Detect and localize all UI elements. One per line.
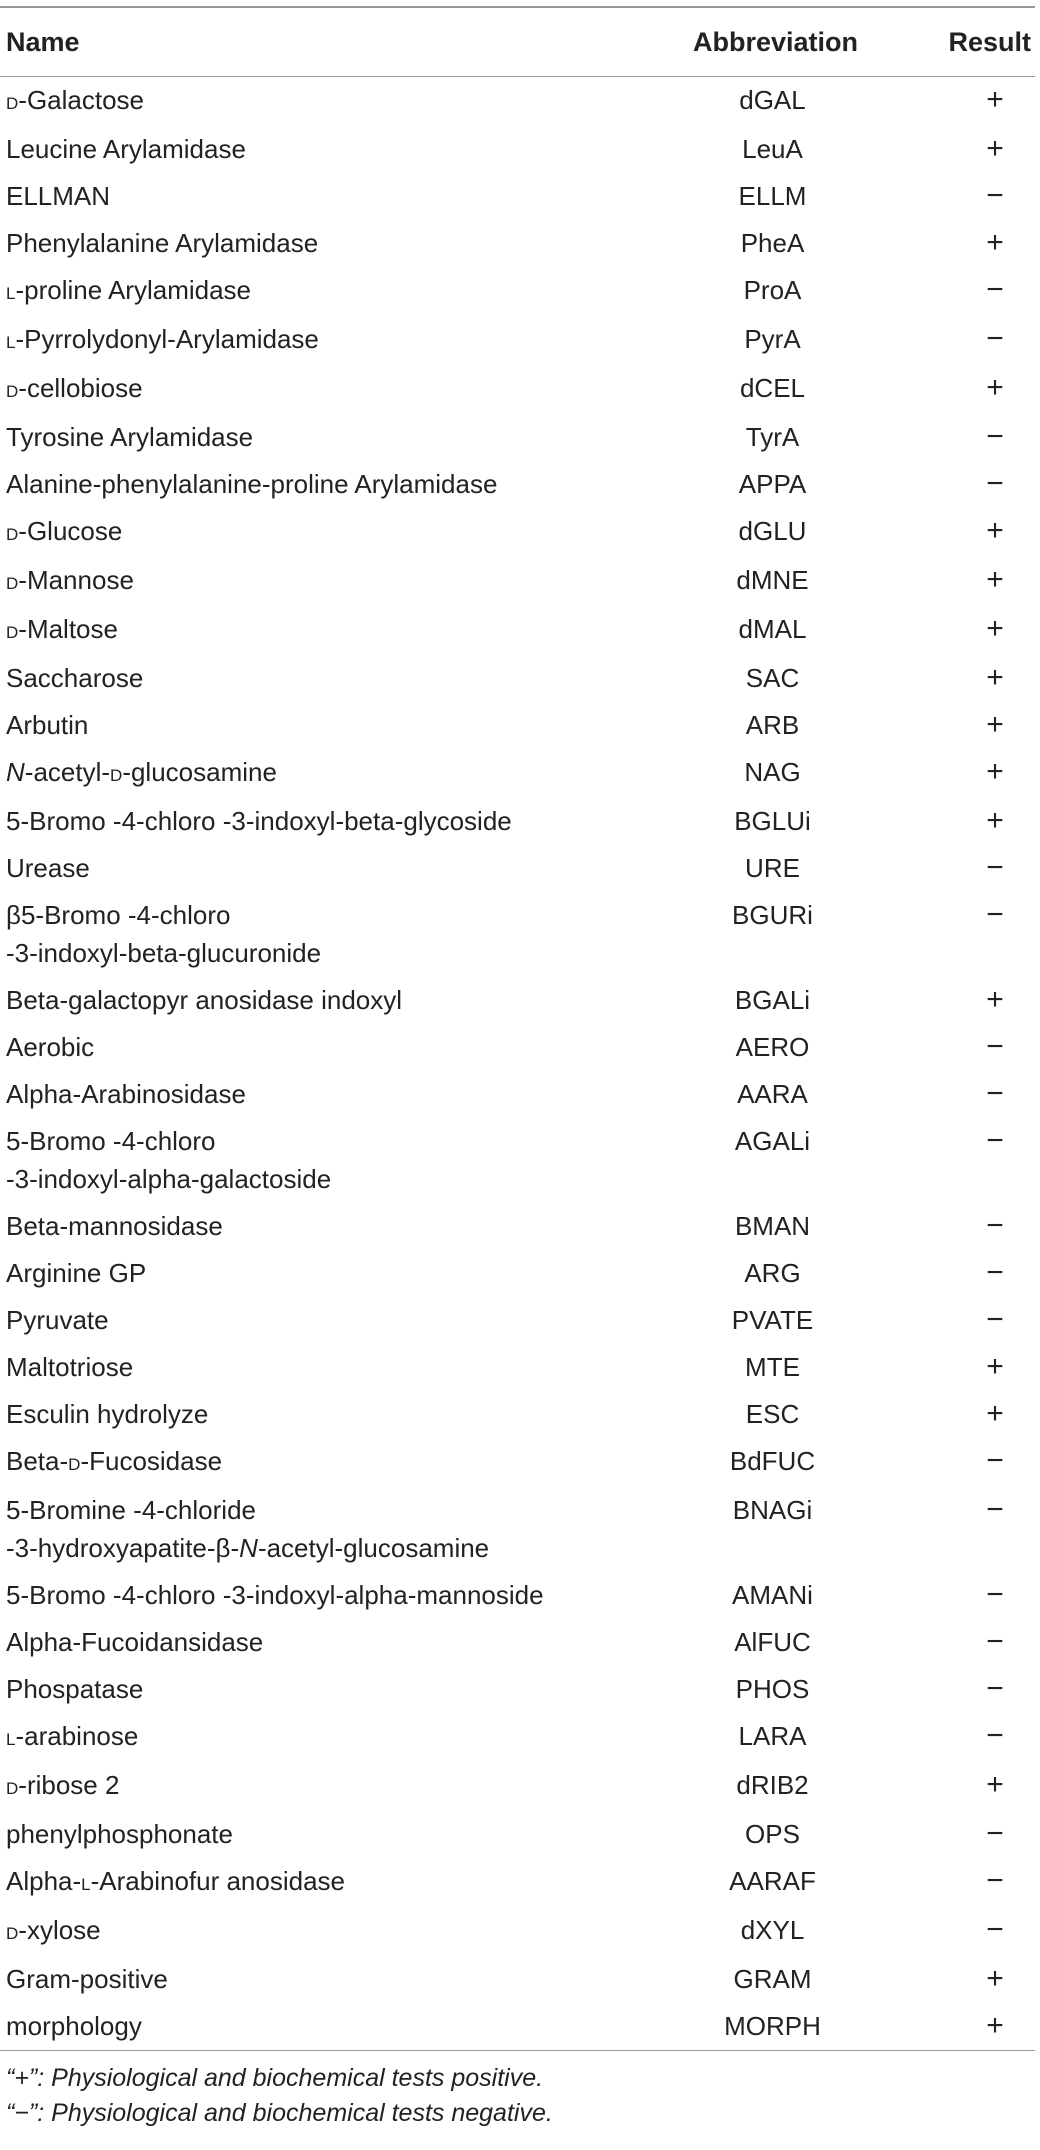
- cell-name: Tyrosine Arylamidase: [6, 422, 254, 452]
- cell-result: +: [986, 371, 1004, 404]
- cell-abbreviation: AERO: [735, 1032, 810, 1062]
- cell-abbreviation: BGURi: [732, 900, 813, 930]
- cell-abbreviation: ARB: [745, 710, 800, 740]
- table-row: [0, 414, 1035, 461]
- cell-result: −: [986, 1077, 1004, 1110]
- cell-name: ELLMAN: [6, 181, 111, 211]
- cell-name: Saccharose: [6, 663, 144, 693]
- table-row: [0, 1071, 1035, 1118]
- cell-result: −: [986, 1256, 1004, 1289]
- cell-result: +: [986, 132, 1004, 165]
- cell-result: −: [986, 1303, 1004, 1336]
- cell-result: +: [986, 708, 1004, 741]
- cell-result: +: [986, 226, 1004, 259]
- cell-abbreviation: BGALi: [734, 985, 811, 1015]
- cell-abbreviation: OPS: [745, 1819, 800, 1849]
- cell-result: −: [986, 851, 1004, 884]
- cell-abbreviation: AGALi: [734, 1126, 811, 1156]
- cell-name: Leucine Arylamidase: [6, 134, 246, 164]
- table-frame: [0, 6, 1035, 2131]
- table-row: [0, 1024, 1035, 1071]
- cell-result: −: [986, 420, 1004, 453]
- cell-name: Phospatase: [6, 1674, 144, 1704]
- cell-abbreviation: PHOS: [735, 1674, 810, 1704]
- table-row: [0, 267, 1035, 316]
- cell-result: +: [986, 804, 1004, 837]
- cell-abbreviation: BMAN: [734, 1211, 811, 1241]
- table-row: [0, 2003, 1035, 2050]
- cell-name: d-Maltose: [6, 614, 118, 644]
- cell-result: +: [986, 83, 1004, 116]
- cell-name: d-ribose 2: [6, 1770, 120, 1800]
- footnote-positive: “+”: Physiological and biochemical tests positive.: [6, 2064, 544, 2092]
- cell-result: +: [986, 1962, 1004, 1995]
- table-row: [0, 1297, 1035, 1344]
- cell-abbreviation: dGLU: [738, 516, 807, 546]
- cell-result: −: [986, 467, 1004, 500]
- cell-result: −: [986, 179, 1004, 212]
- cell-result: −: [986, 1578, 1004, 1611]
- cell-result: −: [986, 1209, 1004, 1242]
- cell-name: Phenylalanine Arylamidase: [6, 228, 319, 258]
- cell-name: Maltotriose: [6, 1352, 134, 1382]
- cell-result: −: [986, 1030, 1004, 1063]
- table-row: [0, 749, 1035, 798]
- cell-name: Arbutin: [6, 710, 89, 740]
- cell-result: −: [986, 1124, 1004, 1157]
- cell-result: −: [986, 898, 1004, 931]
- table-row: [0, 1956, 1035, 2003]
- cell-result: +: [986, 661, 1004, 694]
- cell-name: d-cellobiose: [6, 373, 143, 403]
- cell-abbreviation: AARA: [737, 1079, 808, 1109]
- table-row: [0, 1666, 1035, 1713]
- cell-abbreviation: dRIB2: [736, 1770, 809, 1800]
- cell-result: +: [986, 563, 1004, 596]
- cell-abbreviation: APPA: [738, 469, 807, 499]
- cell-name: Beta-mannosidase: [6, 1211, 223, 1241]
- table-row: [0, 508, 1035, 557]
- header-name: Name: [6, 26, 80, 57]
- table-row: [0, 1713, 1035, 1762]
- cell-abbreviation: MTE: [745, 1352, 800, 1382]
- table-row: [0, 316, 1035, 365]
- cell-abbreviation: BNAGi: [732, 1495, 813, 1525]
- cell-name: l-arabinose: [6, 1721, 139, 1751]
- cell-abbreviation: ProA: [743, 275, 802, 305]
- cell-result: −: [986, 1864, 1004, 1897]
- cell-abbreviation: SAC: [745, 663, 800, 693]
- cell-abbreviation: dCEL: [739, 373, 806, 403]
- cell-name: d-xylose: [6, 1915, 101, 1945]
- header-row: [0, 8, 1035, 76]
- header-abbreviation: Abbreviation: [692, 26, 859, 57]
- footnote-negative: “−”: Physiological and biochemical tests negative.: [6, 2099, 553, 2127]
- cell-result: −: [986, 1672, 1004, 1705]
- cell-name: 5-Bromo -4-chloro -3-indoxyl-alpha-galactoside: [6, 1126, 332, 1194]
- table-row: [0, 1811, 1035, 1858]
- table-row: [0, 173, 1035, 220]
- table-row: [0, 1250, 1035, 1297]
- cell-abbreviation: dMAL: [738, 614, 807, 644]
- table-body: [0, 77, 1035, 2050]
- cell-result: +: [986, 1768, 1004, 1801]
- cell-abbreviation: ARG: [744, 1258, 801, 1288]
- cell-result: +: [986, 1350, 1004, 1383]
- cell-result: −: [986, 273, 1004, 306]
- cell-abbreviation: ELLM: [738, 181, 807, 211]
- table-row: [0, 1572, 1035, 1619]
- cell-name: Arginine GP: [6, 1258, 147, 1288]
- cell-name: Alanine-phenylalanine-proline Arylamidase: [6, 469, 498, 499]
- cell-result: +: [986, 514, 1004, 547]
- cell-name: d-Glucose: [6, 516, 123, 546]
- cell-abbreviation: GRAM: [733, 1964, 812, 1994]
- table-row: [0, 1858, 1035, 1907]
- cell-result: −: [986, 1444, 1004, 1477]
- footnotes: [0, 2051, 1035, 2131]
- cell-abbreviation: PyrA: [744, 324, 801, 354]
- cell-abbreviation: PheA: [740, 228, 805, 258]
- cell-name: l-proline Arylamidase: [6, 275, 252, 305]
- table-row: [0, 126, 1035, 173]
- table-row: [0, 892, 1035, 977]
- cell-name: Gram-positive: [6, 1964, 168, 1994]
- table-row: [0, 220, 1035, 267]
- cell-abbreviation: dXYL: [740, 1915, 805, 1945]
- cell-result: −: [986, 1913, 1004, 1946]
- cell-name: Pyruvate: [6, 1305, 109, 1335]
- cell-name: Alpha-l-Arabinofur anosidase: [6, 1866, 346, 1896]
- table-row: [0, 1438, 1035, 1487]
- cell-name: β5-Bromo -4-chloro -3-indoxyl-beta-glucuronide: [6, 900, 322, 968]
- cell-abbreviation: BGLUi: [734, 806, 811, 836]
- cell-result: −: [986, 1493, 1004, 1526]
- table-row: [0, 1907, 1035, 1956]
- cell-name: Alpha-Fucoidansidase: [6, 1627, 264, 1657]
- table-row: [0, 557, 1035, 606]
- cell-name: morphology: [6, 2011, 142, 2041]
- cell-name: 5-Bromo -4-chloro -3-indoxyl-beta-glycoside: [6, 806, 512, 836]
- header-result: Result: [948, 26, 1031, 57]
- cell-abbreviation: dMNE: [736, 565, 809, 595]
- table-row: [0, 1762, 1035, 1811]
- cell-result: +: [986, 755, 1004, 788]
- cell-result: −: [986, 322, 1004, 355]
- cell-abbreviation: URE: [745, 853, 800, 883]
- table-row: [0, 655, 1035, 702]
- table-row: [0, 798, 1035, 845]
- cell-name: Beta-galactopyr anosidase indoxyl: [6, 985, 403, 1015]
- cell-abbreviation: LeuA: [742, 134, 803, 164]
- table-row: [0, 702, 1035, 749]
- cell-abbreviation: dGAL: [739, 85, 806, 115]
- cell-name: 5-Bromine -4-chloride -3-hydroxyapatite-β-N-acetyl-glucosamine: [6, 1495, 490, 1563]
- cell-abbreviation: PVATE: [731, 1305, 814, 1335]
- cell-name: Alpha-Arabinosidase: [6, 1079, 246, 1109]
- table-row: [0, 1487, 1035, 1572]
- cell-result: +: [986, 612, 1004, 645]
- cell-result: +: [986, 1397, 1004, 1430]
- cell-result: −: [986, 1719, 1004, 1752]
- cell-abbreviation: NAG: [744, 757, 801, 787]
- cell-result: −: [986, 1625, 1004, 1658]
- table-body-wrapper: [0, 77, 1035, 2050]
- cell-abbreviation: TyrA: [745, 422, 800, 452]
- cell-abbreviation: BdFUC: [729, 1446, 816, 1476]
- cell-result: +: [986, 2009, 1004, 2042]
- table-row: [0, 606, 1035, 655]
- table-header: [0, 8, 1035, 76]
- cell-name: Esculin hydrolyze: [6, 1399, 209, 1429]
- table-row: [0, 845, 1035, 892]
- table-row: [0, 1619, 1035, 1666]
- cell-name: N-acetyl-d-glucosamine: [6, 757, 277, 787]
- cell-name: 5-Bromo -4-chloro -3-indoxyl-alpha-mannoside: [6, 1580, 544, 1610]
- table-row: [0, 365, 1035, 414]
- table-row: [0, 77, 1035, 126]
- table-row: [0, 461, 1035, 508]
- cell-abbreviation: AARAF: [729, 1866, 816, 1896]
- table-row: [0, 977, 1035, 1024]
- cell-name: Aerobic: [6, 1032, 95, 1062]
- table-row: [0, 1203, 1035, 1250]
- cell-name: d-Galactose: [6, 85, 145, 115]
- table-row: [0, 1391, 1035, 1438]
- cell-name: l-Pyrrolydonyl-Arylamidase: [6, 324, 319, 354]
- cell-name: phenylphosphonate: [6, 1819, 233, 1849]
- cell-name: d-Mannose: [6, 565, 134, 595]
- cell-abbreviation: LARA: [738, 1721, 807, 1751]
- cell-name: Urease: [6, 853, 90, 883]
- cell-abbreviation: ESC: [745, 1399, 800, 1429]
- biochemical-tests-table: [0, 8, 1035, 76]
- cell-result: +: [986, 983, 1004, 1016]
- cell-result: −: [986, 1817, 1004, 1850]
- cell-name: Beta-d-Fucosidase: [6, 1446, 223, 1476]
- cell-abbreviation: AMANi: [732, 1580, 813, 1610]
- cell-abbreviation: AlFUC: [734, 1627, 811, 1657]
- cell-abbreviation: MORPH: [724, 2011, 821, 2041]
- table-row: [0, 1344, 1035, 1391]
- table-row: [0, 1118, 1035, 1203]
